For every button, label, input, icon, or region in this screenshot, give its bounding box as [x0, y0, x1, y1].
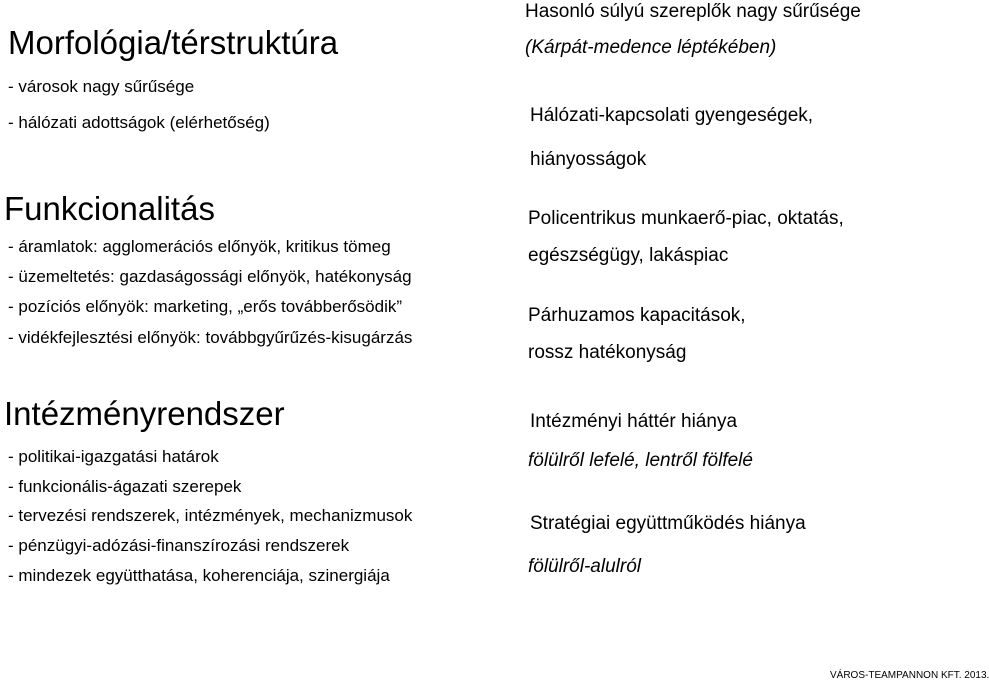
right-block-line: rossz hatékonyság	[528, 342, 687, 363]
right-block-line: fölülről-alulról	[528, 556, 641, 577]
right-title: Hasonló súlyú szereplők nagy sűrűsége	[525, 1, 861, 22]
right-block-line: Policentrikus munkaerő-piac, oktatás,	[528, 208, 844, 229]
right-block-line: egészségügy, lakáspiac	[528, 245, 729, 266]
list-item: - pozíciós előnyök: marketing, „erős továbberősödik”	[8, 297, 403, 316]
list-item: - áramlatok: agglomerációs előnyök, kritikus tömeg	[8, 237, 391, 256]
list-item: - politikai-igazgatási határok	[8, 447, 219, 466]
right-block-line: Párhuzamos kapacitások,	[528, 305, 746, 326]
heading-intezmenyrendszer: Intézményrendszer	[4, 395, 285, 432]
list-item: - funkcionális-ágazati szerepek	[8, 477, 242, 496]
heading-funkcionalitas: Funkcionalitás	[4, 190, 215, 227]
list-item: - tervezési rendszerek, intézmények, mechanizmusok	[8, 506, 413, 525]
right-block-line: Hálózati-kapcsolati gyengeségek,	[530, 105, 814, 126]
list-item: - üzemeltetés: gazdaságossági előnyök, hatékonyság	[8, 267, 412, 286]
list-item: - pénzügyi-adózási-finanszírozási rendszerek	[8, 536, 350, 555]
right-subtitle: (Kárpát-medence léptékében)	[525, 37, 777, 58]
right-block-line: hiányosságok	[530, 149, 647, 170]
right-block-line: fölülről lefelé, lentről fölfelé	[528, 450, 753, 471]
right-block-line: Intézményi háttér hiánya	[530, 411, 738, 432]
heading-morfologia: Morfológia/térstruktúra	[8, 24, 339, 61]
list-item: - mindezek együtthatása, koherenciája, szinergiája	[8, 566, 390, 585]
list-item: - hálózati adottságok (elérhetőség)	[8, 113, 270, 132]
right-block-line: Stratégiai együttműködés hiánya	[530, 513, 806, 534]
list-item: - vidékfejlesztési előnyök: továbbgyűrűzés-kisugárzás	[8, 328, 413, 347]
footer-credit: VÁROS-TEAMPANNON KFT. 2013.	[830, 670, 989, 681]
list-item: - városok nagy sűrűsége	[8, 77, 195, 96]
